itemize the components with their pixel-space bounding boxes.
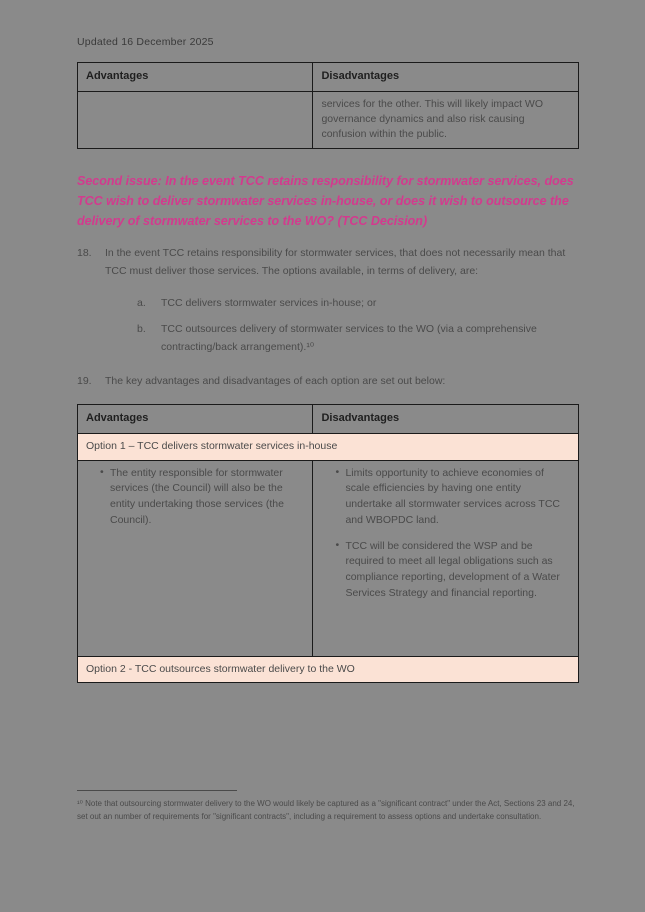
document-content bbox=[77, 36, 579, 691]
option1-content-row bbox=[78, 460, 579, 656]
option1-advantages-list bbox=[86, 466, 304, 529]
sub-option-text: TCC delivers stormwater services in-house; or bbox=[161, 297, 377, 310]
option2-banner-row bbox=[78, 656, 579, 682]
table-row bbox=[78, 91, 579, 148]
issue-heading bbox=[77, 171, 579, 232]
cell-advantages bbox=[78, 91, 313, 148]
option1-disadvantages-list bbox=[321, 466, 570, 602]
table-header-row bbox=[78, 405, 579, 434]
paragraph-text: In the event TCC retains responsibility for stormwater services, that does not necessarily mean that TCC must deliver those services. The options available, in terms of delivery, are: bbox=[105, 247, 566, 278]
paragraph-number: 18. bbox=[77, 247, 92, 260]
header-date-note: Updated 16 December 2025 bbox=[77, 36, 214, 48]
option2-banner-label: Option 2 - TCC outsources stormwater delivery to the WO bbox=[78, 656, 579, 682]
sub-option-list bbox=[77, 295, 579, 357]
option1-banner-row bbox=[78, 434, 579, 460]
issue-decision-tag: (TCC Decision) bbox=[337, 214, 428, 229]
sub-option-letter: a. bbox=[137, 297, 146, 310]
sub-option-text: TCC outsources delivery of stormwater services to the WO (via a comprehensive contracting/back arrangement).¹⁰ bbox=[161, 322, 537, 353]
paragraph-text: The key advantages and disadvantages of each option are set out below: bbox=[105, 374, 446, 387]
option1-advantages-cell bbox=[78, 460, 313, 656]
paragraph-19 bbox=[77, 373, 579, 391]
column-header-advantages: Advantages bbox=[78, 63, 313, 92]
option1-banner-label: Option 1 – TCC delivers stormwater services in-house bbox=[78, 434, 579, 460]
options-comparison-table bbox=[77, 404, 579, 682]
list-item: • Limits opportunity to achieve economies of scale efficiencies by having one entity undertake all stormwater services across TCC and WBOPDC land. bbox=[335, 466, 570, 529]
footnote-separator bbox=[77, 790, 237, 791]
cell-disadvantages: services for the other. This will likely impact WO governance dynamics and also risk causing confusion within the public. bbox=[313, 91, 579, 148]
footnote-area bbox=[77, 790, 579, 823]
top-advantages-table bbox=[77, 62, 579, 149]
column-header-advantages: Advantages bbox=[78, 405, 313, 434]
sub-option-a bbox=[137, 295, 579, 313]
option1-disadvantages-cell bbox=[313, 460, 579, 656]
issue-heading-text: Second issue: In the event TCC retains responsibility for stormwater services, does TCC wish to deliver stormwater services in-house, or does it wish to outsource the delivery of stormwater services to the WO? bbox=[77, 173, 574, 229]
sub-option-letter: b. bbox=[137, 322, 146, 335]
list-item: • The entity responsible for stormwater services (the Council) will also be the entity undertaking those services (the Council). bbox=[100, 466, 304, 529]
paragraph-18 bbox=[77, 245, 579, 281]
column-header-disadvantages: Disadvantages bbox=[313, 63, 579, 92]
table-header-row bbox=[78, 63, 579, 92]
column-header-disadvantages: Disadvantages bbox=[313, 405, 579, 434]
paragraph-number: 19. bbox=[77, 374, 92, 387]
sub-option-b bbox=[137, 321, 579, 357]
list-item: • TCC will be considered the WSP and be required to meet all legal obligations such as compliance reporting, development of a Water Services Strategy and financial reporting. bbox=[335, 539, 570, 602]
footnote-text: ¹⁰ Note that outsourcing stormwater delivery to the WO would likely be captured as a "significant contract" under the Act, Sections 23 and 24, set out an number of requirements for "significant contracts", including a requirement to assess options and undertake consultation. bbox=[77, 799, 575, 822]
